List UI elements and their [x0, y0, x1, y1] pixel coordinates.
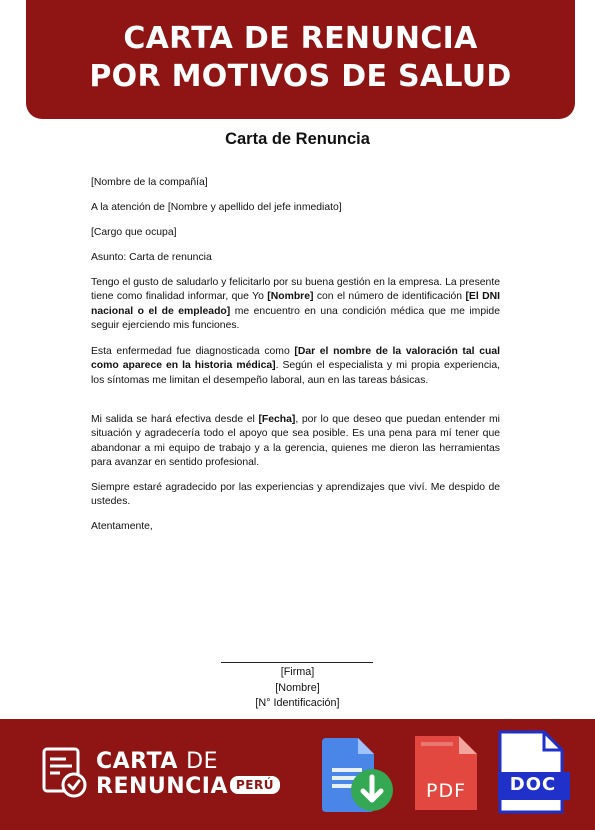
p2-bold-diagnosis: [Dar el nombre de la valoración tal cual como aparece en la historia médica] — [91, 346, 500, 372]
document-check-icon — [42, 747, 88, 799]
p3-bold-date: [Fecha] — [258, 414, 296, 425]
banner-title-line1: CARTA DE RENUNCIA — [123, 21, 478, 56]
p3-text-1: Mi salida se hará efectiva desde el — [91, 414, 259, 425]
logo-word-renuncia: RENUNCIA — [96, 774, 229, 799]
signature-line — [221, 662, 373, 663]
logo-badge-peru: PERÚ — [230, 776, 280, 794]
p1-text-3: me encuentro en una condición médica que me impide seguir ejerciendo mis funciones. — [91, 305, 500, 331]
p1-bold-id: [El DNI nacional o el de empleado] — [91, 291, 500, 317]
doc-label: DOC — [509, 774, 557, 795]
paragraph-2 — [91, 345, 500, 388]
logo-word-carta: CARTA — [96, 749, 178, 774]
banner-title-line2: POR MOTIVOS DE SALUD — [89, 59, 512, 94]
p2-text-1: Esta enfermedad fue diagnosticada como — [91, 346, 295, 357]
paragraph-3 — [91, 413, 500, 470]
company-line: [Nombre de la compañía] — [91, 177, 208, 188]
pdf-label: PDF — [425, 780, 467, 802]
signature-firma: [Firma] — [280, 666, 315, 678]
brand-logo — [96, 750, 280, 800]
paragraph-1 — [91, 276, 500, 333]
closing-line: Atentamente, — [91, 521, 153, 532]
logo-word-de: DE — [186, 749, 218, 774]
p1-text-1: Tengo el gusto de saludarlo y felicitarlo por su buena gestión en la empresa. La presente tiene como finalidad informar, que Yo — [91, 277, 500, 303]
doc-file-icon[interactable] — [498, 730, 572, 814]
p3-text-2: , por lo que deseo que puedan entender mi situación y agradecería todo el apoyo que sea posible. Es una pena para mí tener que abandonar a mi equipo de trabajo y a la gerencia, quienes me dieron las herramientas para avanzar en sentido profesional. — [91, 414, 500, 468]
signature-id: [N° Identificación] — [255, 697, 340, 709]
google-doc-download-icon[interactable] — [318, 738, 396, 814]
p1-text-2: con el número de identificación — [313, 291, 466, 303]
header-banner — [26, 0, 575, 119]
signature-nombre: [Nombre] — [275, 682, 320, 694]
p2-text-2: . Según el especialista y mi propia experiencia, los síntomas me limitan el desempeño laboral, aun en las tareas básicas. — [91, 360, 500, 386]
paragraph-4: Siempre estaré agradecido por las experiencias y aprendizajes que viví. Me despido de ustedes. — [91, 482, 500, 508]
p1-bold-name: [Nombre] — [267, 291, 314, 303]
subject-line: Asunto: Carta de renuncia — [91, 252, 212, 263]
position-line: [Cargo que ocupa] — [91, 227, 177, 238]
document-title: Carta de Renuncia — [225, 130, 370, 148]
attention-line: A la atención de [Nombre y apellido del jefe inmediato] — [91, 202, 342, 213]
